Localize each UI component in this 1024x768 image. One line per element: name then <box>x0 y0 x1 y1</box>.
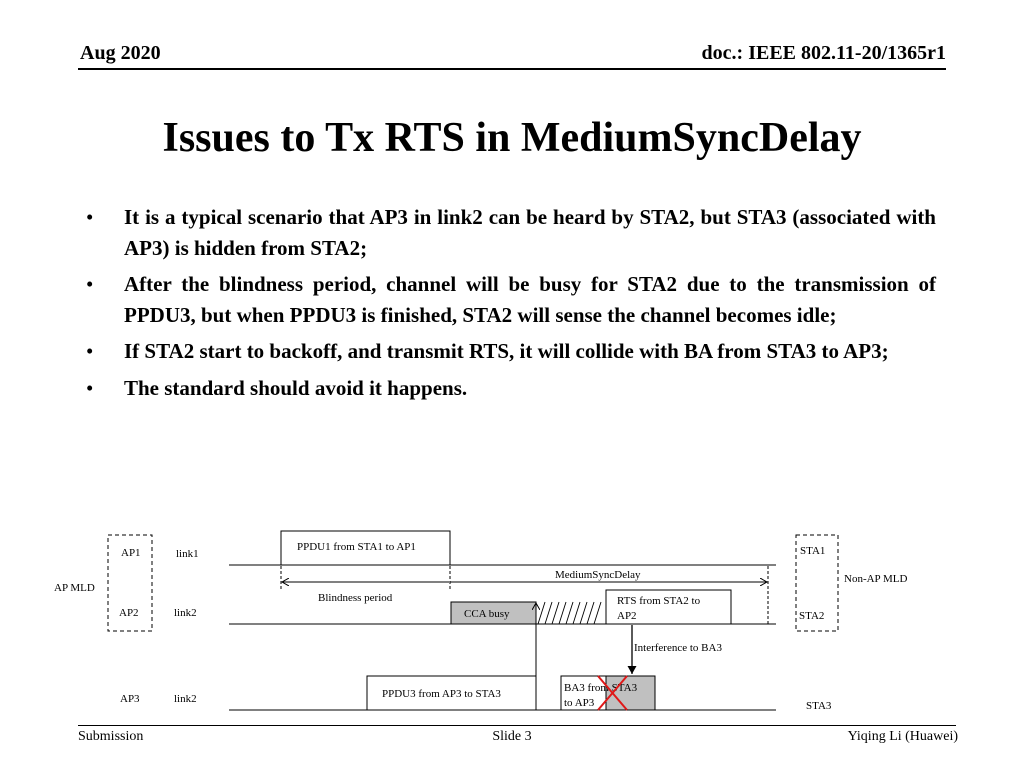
footer-slide-number: Slide 3 <box>492 729 532 744</box>
bullet-text: It is a typical scenario that AP3 in link2 can be heard by STA2, but STA3 (associated with AP3) is hidden from STA2; <box>124 205 936 260</box>
ba3-label-line2: to AP3 <box>564 697 595 709</box>
footer-divider <box>78 725 956 726</box>
bullet-dot: • <box>86 272 94 296</box>
bullet-text: After the blindness period, channel will be busy for STA2 due to the transmission of PPDU3, but when PPDU3 is finished, STA2 will sense the channel becomes idle; <box>124 272 936 327</box>
ba3-label-line1: BA3 from STA3 <box>564 682 638 694</box>
bullet-text: The standard should avoid it happens. <box>124 375 468 400</box>
ap3-label: AP3 <box>120 693 140 705</box>
blindness-period-label: Blindness period <box>318 592 393 604</box>
bullet-item <box>86 269 936 330</box>
sta2-label: STA2 <box>799 610 825 622</box>
link2-label-ap3: link2 <box>174 693 197 705</box>
bullet-item <box>86 336 936 367</box>
sta3-label: STA3 <box>806 700 832 712</box>
header-doc-id: doc.: IEEE 802.11-20/1365r1 <box>701 42 946 64</box>
backoff-hatch <box>538 602 601 624</box>
link2-label: link2 <box>174 607 197 619</box>
bullet-list <box>86 202 936 409</box>
footer-submission: Submission <box>78 729 144 744</box>
sta1-label: STA1 <box>800 545 826 557</box>
header-divider <box>78 68 946 70</box>
timing-diagram <box>0 520 1024 720</box>
ap-mld-label: AP MLD <box>54 582 95 594</box>
rts-label-line1: RTS from STA2 to <box>617 595 701 607</box>
header-date: Aug 2020 <box>80 42 161 64</box>
interference-label: Interference to BA3 <box>634 642 722 654</box>
bullet-dot: • <box>86 339 94 363</box>
link1-label: link1 <box>176 548 199 560</box>
ap1-label: AP1 <box>121 547 141 559</box>
non-ap-mld-label: Non-AP MLD <box>844 573 908 585</box>
ppdu1-label: PPDU1 from STA1 to AP1 <box>297 541 416 553</box>
cca-busy-label: CCA busy <box>464 608 510 620</box>
rts-label-line2: AP2 <box>617 610 637 622</box>
ap2-label: AP2 <box>119 607 139 619</box>
bullet-item <box>86 202 936 263</box>
bullet-text: If STA2 start to backoff, and transmit RTS, it will collide with BA from STA3 to AP3; <box>124 339 889 363</box>
slide-title: Issues to Tx RTS in MediumSyncDelay <box>162 115 862 161</box>
medium-sync-delay-label: MediumSyncDelay <box>555 569 641 581</box>
ppdu3-label: PPDU3 from AP3 to STA3 <box>382 688 501 700</box>
bullet-dot: • <box>86 375 94 400</box>
bullet-item <box>86 373 936 404</box>
bullet-dot: • <box>86 205 94 229</box>
footer-author: Yiqing Li (Huawei) <box>847 729 958 744</box>
